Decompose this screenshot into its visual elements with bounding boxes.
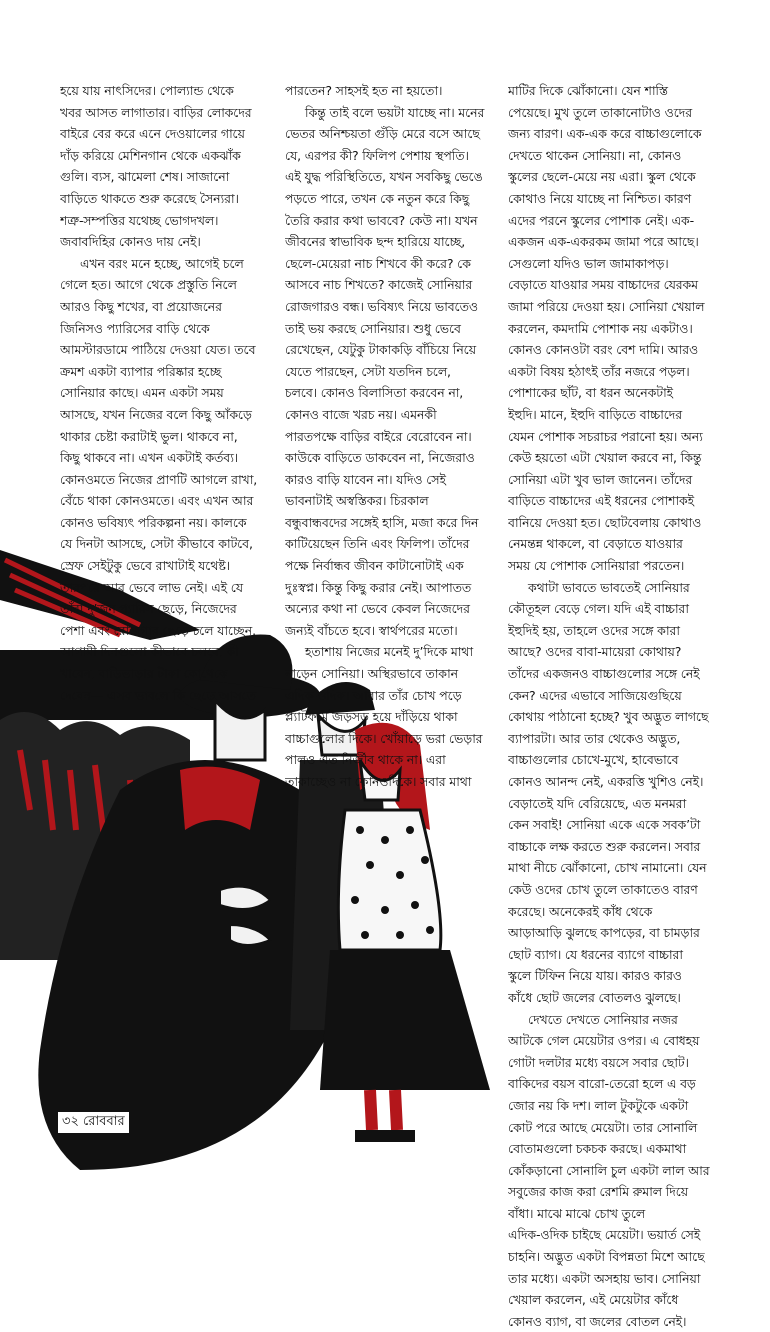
paragraph: পারতেন? সাহসই হত না হয়তো। [285, 83, 443, 98]
paragraph: হয়ে যায় নাৎসিদের। পোল্যান্ড থেকে খবর আসত লাগাতার। বাড়ির লোকদের বাইরে বের করে এনে দেওয়ালের গায়ে দাঁড় করিয়ে মেশিনগান থেকে একঝাঁক গুলি। ব্যস, ঝামেলা শেষ। সাজানো বাড়িতে থাকতে শুরু করেছে সৈন্যরা। শত্রু-সম্পত্তির যথেচ্ছ ভোগদখল। জবাবদিহির কোনও দায় নেই। [60, 83, 252, 250]
paragraph: দেখতে দেখতে সোনিয়ার নজর আটকে গেল মেয়েটার ওপর। এ বোধহয় গোটা দলটার মধ্যে বয়সে সবার ছোট। বাকিদের বয়স বারো-তেরো হলে এ বড় জোর নয় কি দশ। লাল টুকটুকে একটা কোট পরে আছে মেয়েটা। তার সোনালি বোতামগুলো চকচক করছে। একমাথা কোঁকড়ানো সোনালি চুল একটা লাল আর সবুজের কাজ করা রেশমি রুমাল দিয়ে বাঁধা। মাঝে মাঝে চোখ তুলে এদিক-ওদিক চাইছে মেয়েটা। ভয়ার্ত সেই চাহনি। অদ্ভুত একটা বিপন্নতা মিশে আছে তার মধ্যে। একটা অসহায় ভাব। সোনিয়া খেয়াল করলেন, এই মেয়েটার কাঁধে কোনও ব্যাগ, বা জলের বোতল নেই। [508, 1011, 710, 1329]
paragraph: কিন্তু তাই বলে ভয়টা যাচ্ছে না। মনের ভেতর অনিশ্চয়তা গুঁড়ি মেরে বসে আছে যে, এরপর কী? ফিলিপ পেশায় স্থপতি। এই যুদ্ধ পরিস্থিতিতে, যখন সবকিছু ভেঙে পড়তে পারে, তখন কে নতুন করে কিছু তৈরি করার কথা ভাববে? কেউ না। যখন জীবনের স্বাভাবিক ছন্দ হারিয়ে যাচ্ছে, ছেলে-মেয়েরা নাচ শিখবে কী করে? কে আসবে নাচ শিখতে? কাজেই সোনিয়ার রোজগারও বন্ধ। ভবিষ্যৎ নিয়ে ভাবতেও তাই ভয় করছে সোনিয়ার। শুধু ভেবে রেখেছেন, যেটুকু টাকাকড়ি বাঁচিয়ে নিয়ে যেতে পারছেন, সেটা যতদিন চলে, চলবে। কোনও বিলাসিতা করবেন না, কোনও বাজে খরচ নয়। এমনকী পারতপক্ষে বাড়ির বাইরে বেরোবেন না। কাউকে বাড়িতে ডাকবেন না, নিজেরাও কারও বাড়ি যাবেন না। যদিও সেই ভাবনাটাই অস্বস্তিকর। চিরকাল বন্ধুবান্ধবদের সঙ্গেই হাসি, মজা করে দিন কাটিয়েছেন তিনি এবং ফিলিপ। তাঁদের পক্ষে নির্বান্ধব জীবন কাটানোটাই এক দুঃস্বপ্ন। কিন্তু কিছু করার নেই। আপাতত অন্যের কথা না ভেবে কেবল নিজেদের জন্যই বাঁচতে হবে। স্বার্থপরের মতো। [285, 104, 485, 638]
paragraph: মাটির দিকে ঝোঁকানো। যেন শাস্তি পেয়েছে। মুখ তুলে তাকানোটাও ওদের জন্য বারণ। এক-এক করে বাচ্চাগুলোকে দেখতে থাকেন সোনিয়া। না, কোনও স্কুলের ছেলে-মেয়ে নয় এরা। স্কুল থেকে কোথাও নিয়ে যাচ্ছে না নিশ্চিত। কারণ এদের পরনে স্কুলের পোশাক নেই। এক- একজন এক-একরকম জামা পরে আছে। সেগুলো যদিও ভাল জামাকাপড়। বেড়াতে যাওয়ার সময় বাচ্চাদের যেরকম জামা পরিয়ে দেওয়া হয়। সোনিয়া খেয়াল করলেন, কমদামি পোশাক নয় একটাও। কোনও কোনওটা বরং বেশ দামি। আরও একটা বিষয় হঠাৎই তাঁর নজরে পড়ল। পোশাকের ছাঁট, বা ধরন অনেকটাই ইহুদি। মানে, ইহুদি বাড়িতে বাচ্চাদের যেমন পোশাক সচরাচর পরানো হয়। অন্য কেউ হয়তো এটা খেয়াল করবে না, কিন্তু সোনিয়া এটা খুব ভাল জানেন। তাঁদের বাড়িতে বাচ্চাদের এই ধরনের পোশাকই বানিয়ে দেওয়া হত। ছোটবেলায় কোথাও নেমন্তন্ন থাকলে, বা বেড়াতে যাওয়ার সময় যে পোশাক সোনিয়ারা পরতেন। [508, 83, 705, 574]
text-column-2 [285, 80, 505, 793]
page-folio: ৩২ রোববার [58, 1112, 129, 1133]
text-column-1 [60, 80, 282, 706]
paragraph: এখন বরং মনে হচ্ছে, আগেই চলে গেলে হত। আগে থেকে প্রস্তুতি নিলে আরও কিছু শখের, বা প্রয়োজনের জিনিসও প্যারিসের বাড়ি থেকে আমস্টারডামে পাঠিয়ে দেওয়া যেত। তবে ক্রমশ একটা ব্যাপার পরিষ্কার হচ্ছে সোনিয়ার কাছে। এমন একটা সময় আসছে, যখন নিজের বলে কিছু আঁকড়ে থাকার চেষ্টা করাটাই ভুল। থাকবে না, কিছু থাকবে না। এখন একটাই কর্তব্য। কোনওমতে নিজের প্রাণটি আগলে রাখা, বেঁচে থাকা কোনওমতে। এবং এখন আর কোনও ভবিষ্যৎ পরিকল্পনা নয়। কালকে যে দিনটা আসছে, সেটা কীভাবে কাটবে, স্রেফ সেইটুকু ভেবে রাখাটাই যথেষ্ট। তারপরে আর ভেবে লাভ নেই। এই যে তাঁরা দু’জন প্যারিস ছেড়ে, নিজেদের পেশা এবং রোজগার ছেড়ে চলে যাচ্ছেন, আগামী দিনগুলো কীভাবে চলবে, কী খাবেন, বাড়িভাড়ার টাকা কোথেকে দেবেন— এসব ভাবলে কি ছেড়ে আসতে [60, 255, 258, 703]
girl-legs-red [370, 1090, 397, 1130]
text-column-3 [508, 80, 730, 1332]
paragraph: হতাশায় নিজের মনেই দু’দিকে মাথা নাড়েন সোনিয়া। অস্থিরভাবে তাকান এদিক-ওদিক। আবার তাঁর চোখ পড়ে প্ল্যাটফর্মে জড়সড় হয়ে দাঁড়িয়ে থাকা বাচ্চাগুলোর দিকে। খোঁয়াড়ে ভরা ভেড়ার পালও এত নির্জীব থাকে না। এরা তাকাচ্ছেও না কোনওদিকে। সবার মাথা [285, 644, 483, 789]
girl-skirt [320, 950, 490, 1090]
girl-coat [338, 810, 441, 950]
girl-shoes [355, 1130, 415, 1142]
paragraph: কথাটা ভাবতে ভাবতেই সোনিয়ার কৌতূহল বেড়ে গেল। যদি এই বাচ্চারা ইহুদিই হয়, তাহলে ওদের সঙ্গে কারা আছে? ওদের বাবা-মায়েরা কোথায়? তাঁদের একজনও বাচ্চাগুলোর সঙ্গে নেই কেন? এদের এভাবে সাজিয়েগুছিয়ে কোথায় পাঠানো হচ্ছে? খুব অদ্ভুত লাগছে ব্যাপারটা। আর তার থেকেও অদ্ভুত, বাচ্চাগুলোর চোখে-মুখে, হাবেভাবে কোনও আনন্দ নেই, একরত্তি খুশিও নেই। বেড়াতেই যদি বেরিয়েছে, এত মনমরা কেন সবাই! সোনিয়া একে একে সবক’টা বাচ্চাকে লক্ষ করতে শুরু করলেন। সবার মাথা নীচে ঝোঁকানো, চোখ নামানো। যেন কেউ ওদের চোখ তুলে তাকাতেও বারণ করেছে। অনেকেরই কাঁধ থেকে আড়াআড়ি ঝুলছে কাপড়ের, বা চামড়ার ছোট ব্যাগ। যে ধরনের ব্যাগে বাচ্চারা স্কুলে টিফিন নিয়ে যায়। কারও কারও কাঁধে ছোট জলের বোতলও ঝুলছে। [508, 579, 709, 1005]
